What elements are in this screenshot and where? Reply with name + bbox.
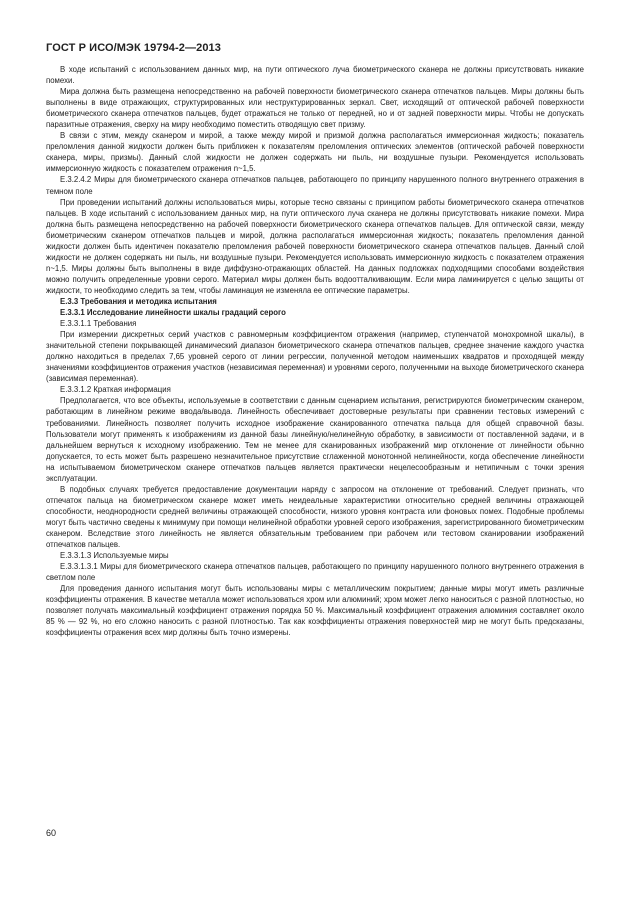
paragraph: В ходе испытаний с использованием данных мир, на пути оптического луча биометрического сканера не должны присутствовать никакие помехи. xyxy=(46,65,584,86)
page-header-standard-title: ГОСТ Р ИСО/МЭК 19794-2—2013 xyxy=(46,42,221,54)
subsection-heading: Е.3.3.1.3 Используемые миры xyxy=(60,551,169,561)
subsection-heading: Е.3.3.1.3.1 Миры для биометрического сканера отпечатков пальцев, работающего по принципу нарушенного полного внутреннего отражения в светлом поле xyxy=(46,562,584,583)
subsection-heading: Е.3.3.1.1 Требования xyxy=(60,319,137,329)
paragraph: При проведении испытаний должны использоваться миры, которые тесно связаны с принципом работы биометрического сканера отпечатков пальцев. В ходе испытаний с использованием данных мир, на пути оптического луча сканера не должны присутствовать никакие помехи. Мира должна быть размещена непосредственно на рабочей поверхности биометрического сканера отпечатков пальцев. Для оптической связи, между биометрическим сканером отпечатков пальцев и мирой, должна располагаться иммерсионная жидкость; показатель преломления данной жидкости должен быть идентичен показателю преломления рабочей поверхности биометрического сканера отпечатков пальцев. Данный слой жидкости не должен содержать ни пыль, ни воздушные пузыри. Рекомендуется использовать иммерсионную жидкость с показателем отражения n~1,5. Миры должны быть выполнены в виде диффузно-отражающих областей. На данных подложках подходящими способами воздействия можно получить определенные уровни серого. Материал миры должен быть водоотталкивающим. Если мира ламинируется с целью защиты от жидкости, то необходимо следить за тем, чтобы ламинация не изменяла ее оптические параметры. xyxy=(46,197,584,295)
document-body xyxy=(46,64,584,638)
document-page xyxy=(46,42,584,638)
paragraph: Мира должна быть размещена непосредственно на рабочей поверхности биометрического сканера отпечатков пальцев. Миры должны быть выполнены в виде отражающих, структурированных или неструктурированных зеркал. Свет, исходящий от оптической рабочей поверхности биометрического сканера отпечатков пальцев, будет отражаться не только от передней, но и от задней поверхности миры. Чтобы не допускать паразитные отражения, сверху на миру необходимо поместить отводящую свет призму. xyxy=(46,87,584,130)
paragraph: В связи с этим, между сканером и мирой, а также между мирой и призмой должна располагаться иммерсионная жидкость; показатель преломления данной жидкости должен быть приближен к показателям преломления оптических элементов (оптической рабочей поверхности сканера, миры, призмы). Данный слой жидкости не должен содержать ни пыль, ни воздушные пузыри. Рекомендуется использовать иммерсионную жидкость с показателем отражения n~1,5. xyxy=(46,131,584,174)
subsection-heading: Е.3.2.4.2 Миры для биометрического сканера отпечатков пальцев, работающего по принципу нарушенного полного внутреннего отражения в темном поле xyxy=(46,175,584,196)
subsection-heading: Е.3.3.1.2 Краткая информация xyxy=(60,385,171,395)
paragraph: При измерении дискретных серий участков с равномерным коэффициентом отражения (например, ступенчатой монохромной шкалы), в значительной степени покрывающей динамический диапазон биометрического сканера отпечатков пальцев, среднее значение каждого участка должно находиться в пределах 7,65 уровней серого от линии регрессии, полученной методом наименьших квадратов и проходящей между значениями коэффициентов отражения участков (независимая переменная) и уровнями серого, полученными на выходе биометрического сканера (зависимая переменная). xyxy=(46,330,584,384)
paragraph: Для проведения данного испытания могут быть использованы миры с металлическим покрытием; данные миры могут иметь различные коэффициенты отражения. В качестве металла может использоваться хром или алюминий; хром может легко наноситься с разной плотностью, но позволяет получать максимальный коэффициент отражения порядка 50 %. Максимальный коэффициент отражения алюминия составляет около 85 % — 92 %, но его сложно наносить с разной плотностью. Так как коэффициенты отражения поверхностей мир не могут быть предсказаны, коэффициенты отражения всех мир должны быть точно измерены. xyxy=(46,584,584,638)
paragraph: В подобных случаях требуется предоставление документации наряду с запросом на отклонение от требований. Следует признать, что отпечаток пальца на биометрическом сканере может иметь неидеальные характеристики относительно средней величины отражающей способности, неоднородности средней величины отражающей способности, низкого уровня контраста или фоновых помех. Подобные проблемы могут быть частично сведены к минимуму при помощи нелинейной обработки уровней серого изображения, зарегистрированного биометрическим сканером. Вследствие этого линейность не является обязательным требованием при рабочем или тестовом сканировании изображений отпечатков пальцев. xyxy=(46,484,584,550)
section-heading: Е.3.3 Требования и методика испытания xyxy=(60,296,217,306)
page-number: 60 xyxy=(46,828,57,838)
section-heading: Е.3.3.1 Исследование линейности шкалы градаций серого xyxy=(60,308,286,318)
paragraph: Предполагается, что все объекты, используемые в соответствии с данным сценарием испытания, регистрируются биометрическим сканером, работающим в линейном режиме ввода/вывода. Линейность обеспечивает достоверные результаты при сравнении тестовых измерений с требованиями. Линейность позволяет получить исходное изображение сканированного отпечатка пальца для общей справочной базы. Пользователи могут применять к изображениям из данной базы линейную/нелинейную обработку, в зависимости от поставленной задачи, и в дальнейшем вернуться к исходному изображению. Тем не менее для сканированных изображений мир отклонение от линейности обычно допускается, то есть может быть разрешено незначительное присутствие сглаженной монотонной нелинейности, когда обеспечение линейности на испытываемом биометрическом сканере отпечатков пальцев является практически нецелесообразным и нетипичным с точки зрения эксплуатации. xyxy=(46,396,584,483)
